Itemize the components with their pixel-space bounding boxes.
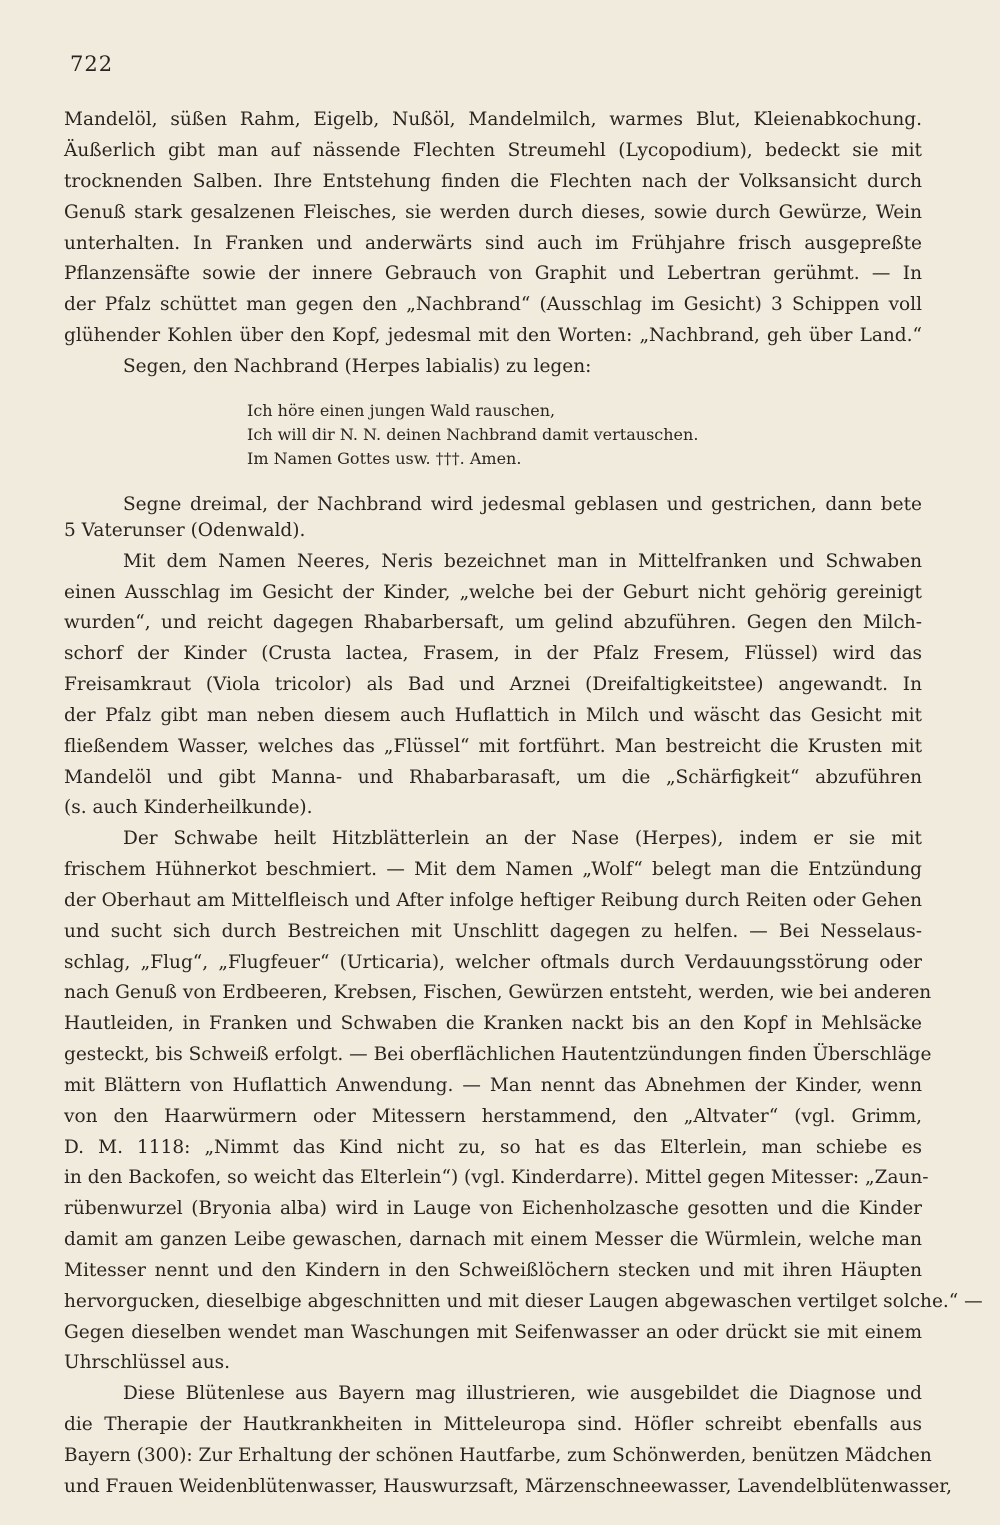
text-line: der Oberhaut am Mittelfleisch und After infolge heftiger Reibung durch Reiten oder Gehen bbox=[64, 890, 922, 911]
text-line: trocknenden Salben. Ihre Entstehung finden die Flechten nach der Volksansicht durch bbox=[64, 171, 922, 192]
text-line: Mandelöl, süßen Rahm, Eigelb, Nußöl, Mandelmilch, warmes Blut, Kleienabkochung. bbox=[64, 109, 922, 130]
text-line: frischem Hühnerkot beschmiert. — Mit dem Namen „Wolf“ belegt man die Entzündung bbox=[64, 859, 922, 880]
text-line: Der Schwabe heilt Hitzblätterlein an der Nase (Herpes), indem er sie mit bbox=[123, 828, 922, 849]
text-line: der Pfalz gibt man neben diesem auch Huflattich in Milch und wäscht das Gesicht mit bbox=[64, 705, 922, 726]
text-line: von den Haarwürmern oder Mitessern herstammend, den „Altvater“ (vgl. Grimm, bbox=[64, 1106, 922, 1127]
text-line: Äußerlich gibt man auf nässende Flechten Streumehl (Lycopodium), bedeckt sie mit bbox=[64, 140, 922, 161]
text-line: mit Blättern von Huflattich Anwendung. — Man nennt das Abnehmen der Kinder, wenn bbox=[64, 1075, 922, 1096]
text-line: Mandelöl und gibt Manna- und Rhabarbarasaft, um die „Schärfigkeit“ abzuführen bbox=[64, 767, 922, 788]
text-line: Gegen dieselben wendet man Waschungen mit Seifenwasser an oder drückt sie mit einem bbox=[64, 1322, 922, 1343]
text-line: Segne dreimal, der Nachbrand wird jedesmal geblasen und gestrichen, dann bete bbox=[123, 494, 922, 515]
text-line: rübenwurzel (Bryonia alba) wird in Lauge von Eichenholzasche gesotten und die Kinder bbox=[64, 1198, 922, 1219]
text-line: Bayern (300): Zur Erhaltung der schönen Hautfarbe, zum Schönwerden, benützen Mädchen bbox=[64, 1445, 932, 1466]
text-line: Mit dem Namen Neeres, Neris bezeichnet man in Mittelfranken und Schwaben bbox=[123, 551, 922, 572]
text-line: und Frauen Weidenblütenwasser, Hauswurzsaft, Märzenschneewasser, Lavendelblütenwasser, bbox=[64, 1476, 952, 1497]
text-line: Segen, den Nachbrand (Herpes labialis) zu legen: bbox=[123, 356, 592, 377]
text-line: Hautleiden, in Franken und Schwaben die Kranken nackt bis an den Kopf in Mehlsäcke bbox=[64, 1013, 922, 1034]
text-line: wurden“, und reicht dagegen Rhabarbersaft, um gelind abzuführen. Gegen den Milch- bbox=[64, 612, 922, 633]
text-line: (s. auch Kinderheilkunde). bbox=[64, 797, 313, 818]
text-line: unterhalten. In Franken und anderwärts sind auch im Frühjahre frisch ausgepreßte bbox=[64, 233, 922, 254]
text-line: 5 Vaterunser (Odenwald). bbox=[64, 520, 306, 541]
text-line: die Therapie der Hautkrankheiten in Mitteleuropa sind. Höfler schreibt ebenfalls aus bbox=[64, 1414, 922, 1435]
text-line: einen Ausschlag im Gesicht der Kinder, „welche bei der Geburt nicht gehörig gereinigt bbox=[64, 582, 922, 603]
text-line: Uhrschlüssel aus. bbox=[64, 1352, 231, 1373]
text-line: hervorgucken, dieselbige abgeschnitten und mit dieser Laugen abgewaschen vertilget solche.“ — bbox=[64, 1291, 983, 1312]
text-line: gesteckt, bis Schweiß erfolgt. — Bei oberflächlichen Hautentzündungen finden Überschläge bbox=[64, 1044, 932, 1065]
text-line: der Pfalz schüttet man gegen den „Nachbrand“ (Ausschlag im Gesicht) 3 Schippen voll bbox=[64, 294, 922, 315]
text-line: schorf der Kinder (Crusta lactea, Frasem, in der Pfalz Fresem, Flüssel) wird das bbox=[64, 643, 922, 664]
text-line: schlag, „Flug“, „Flugfeuer“ (Urticaria), welcher oftmals durch Verdauungsstörung oder bbox=[64, 952, 922, 973]
text-line: Diese Blütenlese aus Bayern mag illustrieren, wie ausgebildet die Diagnose und bbox=[123, 1383, 922, 1404]
text-line: und sucht sich durch Bestreichen mit Unschlitt dagegen zu helfen. — Bei Nesselaus- bbox=[64, 921, 922, 942]
text-line: damit am ganzen Leibe gewaschen, darnach mit einem Messer die Würmlein, welche man bbox=[64, 1229, 922, 1250]
text-line: fließendem Wasser, welches das „Flüssel“ mit fortführt. Man bestreicht die Krusten mit bbox=[64, 736, 922, 757]
text-line: Freisamkraut (Viola tricolor) als Bad und Arznei (Dreifaltigkeitstee) angewandt. In bbox=[64, 674, 922, 695]
verse-line: Ich höre einen jungen Wald rauschen, bbox=[247, 401, 556, 420]
text-line: D. M. 1118: „Nimmt das Kind nicht zu, so hat es das Elterlein, man schiebe es bbox=[64, 1137, 922, 1158]
text-line: in den Backofen, so weicht das Elterlein“) (vgl. Kinderdarre). Mittel gegen Mitesser: „Zaun- bbox=[64, 1167, 929, 1188]
text-line: glühender Kohlen über den Kopf, jedesmal mit den Worten: „Nachbrand, geh über Land.“ bbox=[64, 325, 922, 346]
text-line: Mitesser nennt und den Kindern in den Schweißlöchern stecken und mit ihren Häupten bbox=[64, 1260, 922, 1281]
verse-line: Ich will dir N. N. deinen Nachbrand damit vertauschen. bbox=[247, 425, 699, 444]
verse-line: Im Namen Gottes usw. †††. Amen. bbox=[247, 449, 522, 468]
text-line: Genuß stark gesalzenen Fleisches, sie werden durch dieses, sowie durch Gewürze, Wein bbox=[64, 202, 922, 223]
page-number: 722 bbox=[70, 52, 114, 76]
text-line: Pflanzensäfte sowie der innere Gebrauch von Graphit und Lebertran gerühmt. — In bbox=[64, 263, 922, 284]
text-line: nach Genuß von Erdbeeren, Krebsen, Fischen, Gewürzen entsteht, werden, wie bei anderen bbox=[64, 982, 932, 1003]
